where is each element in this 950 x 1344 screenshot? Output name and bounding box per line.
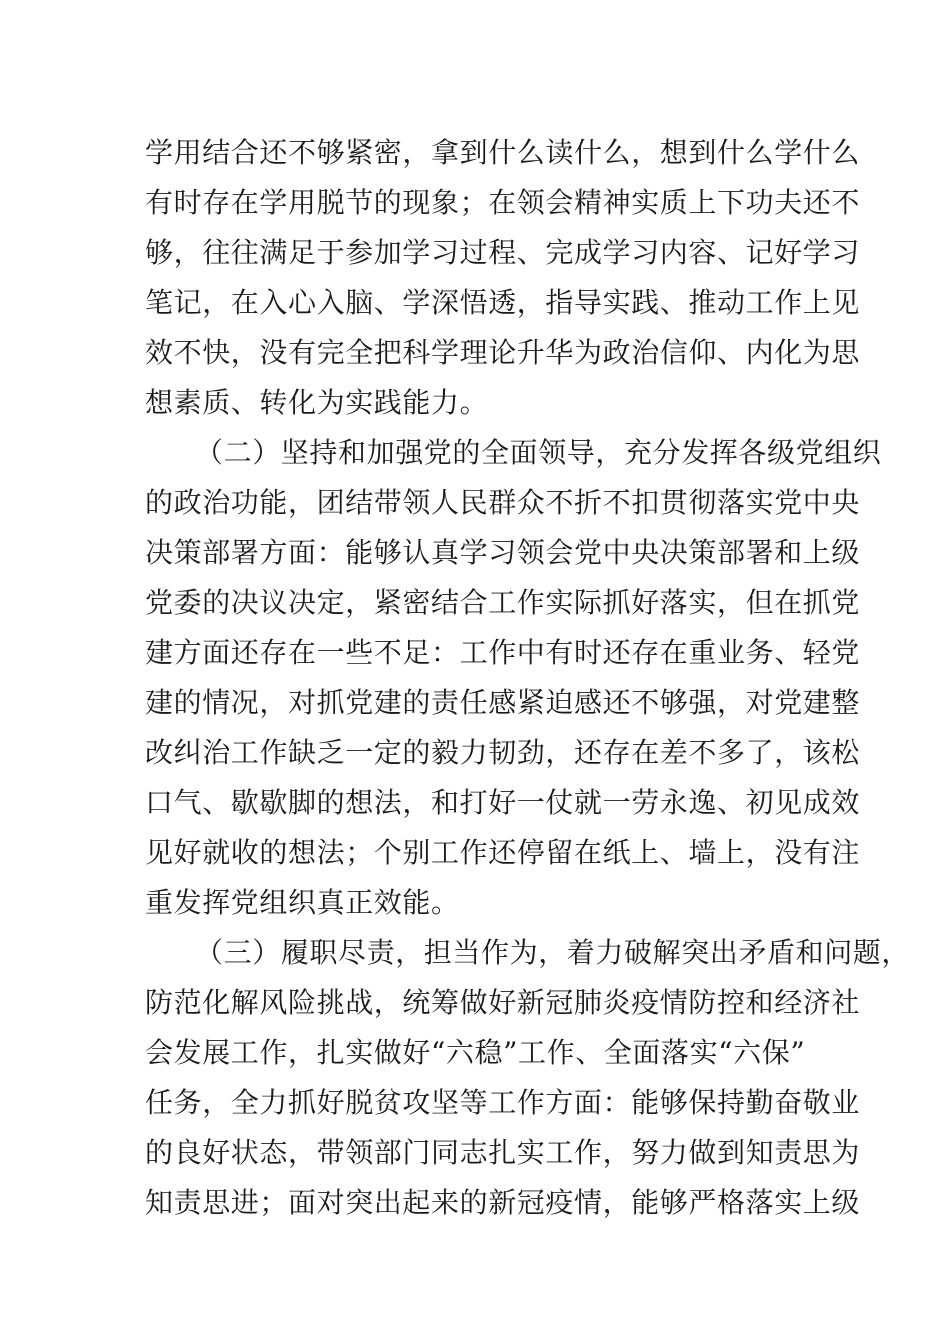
p3-line-5: 的良好状态，带领部门同志扎实工作，努力做到知责思为 — [145, 1136, 861, 1169]
p1-line-6: 想素质、转化为实践能力。 — [145, 386, 489, 419]
p2-line-10: 重发挥党组织真正效能。 — [145, 886, 460, 919]
p2-line-6: 建的情况，对抓党建的责任感紧迫感还不够强，对党建整 — [145, 686, 861, 719]
p3-line-1: （三）履职尽责，担当作为，着力破解突出矛盾和问题， — [195, 936, 911, 969]
p1-line-2: 有时存在学用脱节的现象；在领会精神实质上下功夫还不 — [145, 186, 861, 219]
p3-line-2: 防范化解风险挑战，统筹做好新冠肺炎疫情防控和经济社 — [145, 986, 861, 1019]
p3-line-4: 任务，全力抓好脱贫攻坚等工作方面：能够保持勤奋敬业 — [145, 1086, 861, 1119]
p3-line-6: 知责思进；面对突出起来的新冠疫情，能够严格落实上级 — [145, 1186, 861, 1219]
p2-line-7: 改纠治工作缺乏一定的毅力韧劲，还存在差不多了，该松 — [145, 736, 861, 769]
p2-line-1: （二）坚持和加强党的全面领导，充分发挥各级党组织 — [195, 436, 882, 469]
p2-line-2: 的政治功能，团结带领人民群众不折不扣贯彻落实党中央 — [145, 486, 861, 519]
p2-line-4: 党委的决议决定，紧密结合工作实际抓好落实，但在抓党 — [145, 586, 861, 619]
p2-line-3: 决策部署方面：能够认真学习领会党中央决策部署和上级 — [145, 536, 861, 569]
p2-line-8: 口气、歇歇脚的想法，和打好一仗就一劳永逸、初见成效 — [145, 786, 861, 819]
p3-line-3: 会发展工作，扎实做好“六稳”工作、全面落实“六保” — [145, 1036, 806, 1069]
p1-line-1: 学用结合还不够紧密，拿到什么读什么，想到什么学什么 — [145, 136, 861, 169]
p2-line-9: 见好就收的想法；个别工作还停留在纸上、墙上，没有注 — [145, 836, 861, 869]
p1-line-5: 效不快，没有完全把科学理论升华为政治信仰、内化为思 — [145, 336, 861, 369]
p1-line-3: 够，往往满足于参加学习过程、完成学习内容、记好学习 — [145, 236, 861, 269]
p2-line-5: 建方面还存在一些不足：工作中有时还存在重业务、轻党 — [145, 636, 861, 669]
p1-line-4: 笔记，在入心入脑、学深悟透，指导实践、推动工作上见 — [145, 286, 861, 319]
